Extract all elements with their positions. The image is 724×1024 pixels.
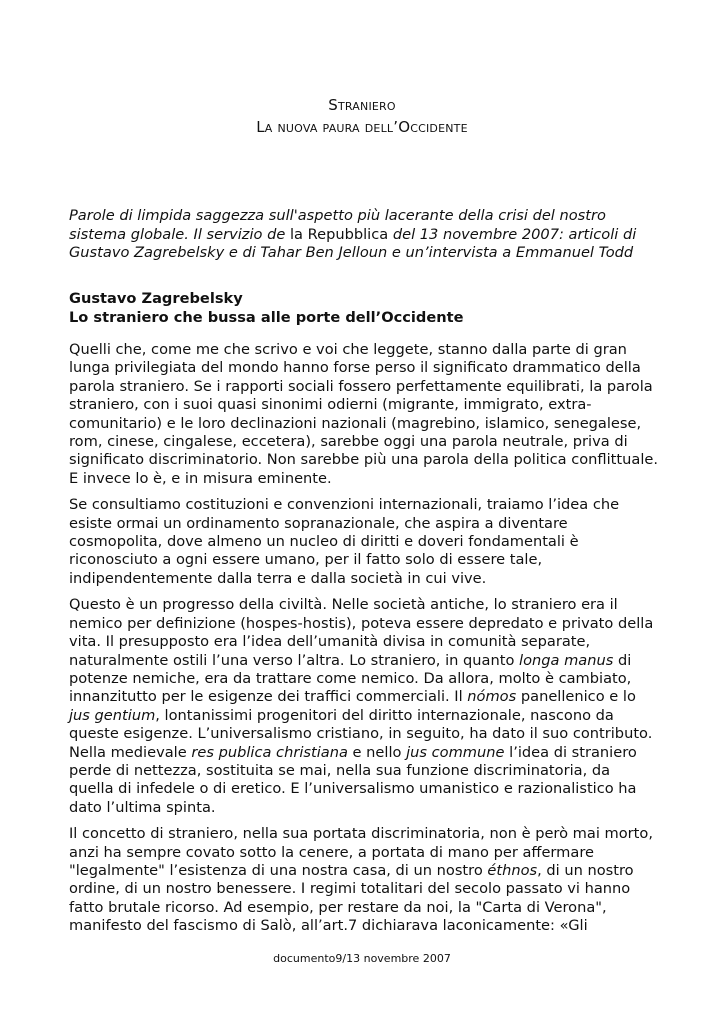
text-run: Il concetto di straniero, nella sua portata discriminatoria, non è però mai morto, anzi ha sempre covato sotto la cenere, a portata di mano per affermare "legalmente" l’esistenza di una nostra casa, di un nostro bbox=[69, 825, 653, 879]
intro-paragraph bbox=[69, 207, 659, 263]
article-heading bbox=[69, 290, 659, 327]
italic-term: jus commune bbox=[406, 743, 505, 761]
page-footer: documento9/13 novembre 2007 bbox=[273, 952, 451, 965]
text-run: panellenico e lo bbox=[516, 688, 636, 706]
document-title: Straniero bbox=[328, 96, 396, 114]
intro-text-1: Parole di limpida saggezza sull'aspetto più lacerante della crisi del nostro sistema globale. Il servizio de bbox=[69, 207, 606, 243]
article-body bbox=[69, 341, 659, 944]
italic-term: éthnos bbox=[487, 861, 538, 879]
article-author: Gustavo Zagrebelsky bbox=[69, 290, 243, 307]
body-paragraph-4 bbox=[69, 825, 659, 935]
text-run: e nello bbox=[347, 743, 407, 761]
title-block bbox=[0, 94, 724, 138]
text-run: l’idea di straniero perde di nettezza, sostituita se mai, nella sua funzione discriminatoria, da quella di infedele o di eretico. E l’universalismo umanistico e razionalistico ha dato l’ultima spinta. bbox=[69, 743, 637, 816]
text-run: di potenze nemiche, era da trattare come nemico. Da allora, molto è cambiato, innanzitutto per le esigenze dei traffici commerciali. Il bbox=[69, 651, 632, 706]
body-paragraph-3 bbox=[69, 596, 659, 817]
italic-term: res publica christiana bbox=[191, 743, 348, 761]
text-run: , di un nostro ordine, di un nostro benessere. I regimi totalitari del secolo passato vi hanno fatto brutale ricorso. Ad esempio, per restare da noi, la "Carta di Verona", manifesto del fascismo di Salò, all’art.7 dichiarava laconicamente: «Gli bbox=[69, 861, 634, 935]
italic-term: nómos bbox=[467, 688, 517, 706]
italic-term: longa manus bbox=[519, 651, 614, 669]
newspaper-name: la Repubblica bbox=[289, 225, 389, 243]
italic-term: jus gentium bbox=[69, 706, 156, 724]
intro-text-2: del 13 novembre 2007: articoli di Gustavo Zagrebelsky e di Tahar Ben Jelloun e un’intervista a Emmanuel Todd bbox=[69, 225, 637, 262]
text-run: Questo è un progresso della civiltà. Nelle società antiche, lo straniero era il nemico per definizione (hospes-hostis), poteva essere depredato e privato della vita. Il presupposto era l’idea dell’umanità divisa in comunità separate, naturalmente ostili l’una verso l’altra. Lo straniero, in quanto bbox=[69, 596, 654, 669]
text-run: , lontanissimi progenitori del diritto internazionale, nascono da queste esigenze. L’universalismo cristiano, in seguito, ha dato il suo contributo. Nella medievale bbox=[69, 706, 653, 761]
body-paragraph-2: Se consultiamo costituzioni e convenzioni internazionali, traiamo l’idea che esiste ormai un ordinamento sopranazionale, che aspira a diventare cosmopolita, dove almeno un nucleo di diritti e doveri fondamentali è riconosciuto a ogni essere umano, per il fatto solo di essere tale, indipendentemente dalla terra e dalla società in cui vive. bbox=[69, 496, 620, 587]
document-subtitle: La nuova paura dell’Occidente bbox=[256, 118, 468, 136]
article-headline: Lo straniero che bussa alle porte dell’Occidente bbox=[69, 308, 464, 326]
body-paragraph-1: Quelli che, come me che scrivo e voi che leggete, stanno dalla parte di gran lunga privilegiata del mondo hanno forse perso il significato drammatico della parola straniero. Se i rapporti sociali fossero perfettamente equilibrati, la parola straniero, con i suoi quasi sinonimi odierni (migrante, immigrato, extra-comunitario) e le loro declinazioni nazionali (magrebino, islamico, senegalese, rom, cinese, cingalese, eccetera), sarebbe oggi una parola neutrale, priva di significato discriminatorio. Non sarebbe più una parola della politica conflittuale. E invece lo è, e in misura eminente. bbox=[69, 341, 658, 487]
